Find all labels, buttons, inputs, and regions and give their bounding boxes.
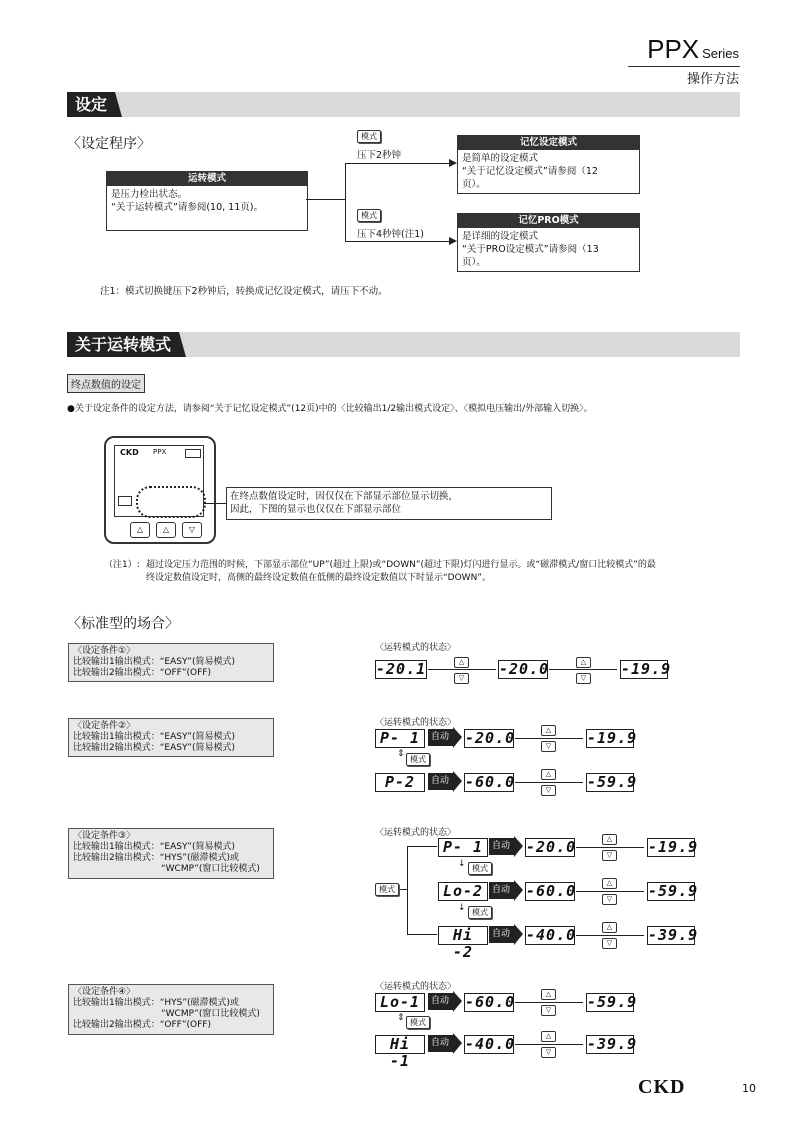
memory-line2: “关于记忆设定模式”请参阅（12 (462, 166, 598, 177)
lower-display-highlight (136, 486, 206, 518)
branch-bottom-label: 压下4秒钟(注1) (357, 229, 425, 240)
setting-bullet: ●关于设定条件的设定方法，请参阅“关于记忆设定模式”(12页)中的〈比较输出1/2输出模式设定〉、〈模拟电压输出/外部输入切换〉。 (67, 404, 593, 414)
h-arrow (576, 935, 644, 936)
state-label: 〈运转模式的状态〉 (375, 982, 457, 992)
pro-line3: 页）。 (462, 257, 486, 268)
cond-line: 比较输出2输出模式：“EASY”(简易模式) (73, 743, 235, 753)
cond-line: 比较输出2输出模式：“OFF”(OFF) (73, 668, 211, 678)
state-label: 〈运转模式的状态〉 (375, 643, 457, 653)
callout-line1: 在终点数值设定时，因仅仅在下部显示部位显示切换， (230, 491, 459, 502)
up-key-icon: △ (454, 657, 469, 668)
h-arrow (549, 669, 617, 670)
down-key-icon: ▽ (541, 1047, 556, 1058)
mode-key-icon: 模式 (357, 209, 381, 222)
note-body (146, 557, 746, 583)
memory-line3: 页）。 (462, 179, 486, 190)
lcd-display: P- 1 (375, 729, 425, 748)
h-arrow (515, 1044, 583, 1045)
lcd-display: Lo-1 (375, 993, 425, 1012)
mode-key-icon: 模式 (375, 883, 399, 896)
h-arrow (515, 782, 583, 783)
pro-mode-box (457, 213, 640, 272)
auto-arrow: 自动 (489, 882, 514, 899)
h-arrow (515, 1002, 583, 1003)
procedure-heading: 〈设定程序〉 (67, 136, 151, 152)
condition-box-1 (68, 643, 274, 682)
auto-arrow: 自动 (428, 1035, 453, 1052)
down-key-icon: ▽ (541, 785, 556, 796)
subsection-title: 终点数值的设定 (67, 374, 145, 393)
cond-line: “WCMP”(窗口比较模式) (161, 864, 260, 874)
run-mode-title: 运转模式 (107, 172, 307, 186)
h-arrow (515, 738, 583, 739)
device-led (185, 449, 201, 458)
arrow-head (449, 159, 457, 167)
lcd-display: P- 1 (438, 838, 488, 857)
auto-arrow: 自动 (428, 729, 453, 746)
callout-line (204, 503, 226, 504)
flow-line (306, 199, 346, 200)
flow-line (345, 241, 451, 242)
pro-line1: 是详细的设定模式 (462, 231, 539, 242)
h-arrow (576, 847, 644, 848)
lcd-display: Hi -1 (375, 1035, 425, 1054)
series-small: Series (702, 46, 739, 61)
page-number: 10 (742, 1082, 756, 1095)
lcd-display: -59.9 (648, 882, 699, 900)
lcd-display: -19.9 (621, 660, 672, 678)
lcd-display: Lo-2 (438, 882, 488, 901)
down-key-icon: ▽ (602, 894, 617, 905)
pro-line2: “关于PRO设定模式”请参阅（13 (462, 244, 599, 255)
run-mode-line1: 是压力检出状态。 (111, 189, 188, 200)
cond-line: 比较输出2输出模式：“HYS”(磁滞模式)或 (73, 853, 240, 863)
footer-logo: CKD (638, 1076, 686, 1098)
up-key-icon: △ (602, 834, 617, 845)
up-key-icon: △ (130, 522, 150, 538)
cond-title: 〈设定条件④〉 (73, 987, 136, 997)
lcd-display: -20.0 (526, 838, 577, 856)
up-key-icon: △ (602, 922, 617, 933)
section-title: 设定 (67, 92, 115, 117)
condition-box-2 (68, 718, 274, 757)
mode-key-icon: 模式 (468, 906, 492, 919)
h-arrow (428, 669, 496, 670)
memory-mode-title: 记忆设定模式 (458, 136, 639, 150)
mode-key-icon: 模式 (406, 1016, 430, 1029)
cond-title: 〈设定条件③〉 (73, 831, 136, 841)
lcd-display: -39.9 (587, 1035, 638, 1053)
down-key-icon: ▽ (182, 522, 202, 538)
section-bar-run-mode (67, 332, 740, 357)
auto-arrow: 自动 (428, 773, 453, 790)
cond-line: 比较输出1输出模式：“HYS”(磁滞模式)或 (73, 998, 240, 1008)
flow-line (400, 889, 408, 890)
section-title: 关于运转模式 (67, 332, 179, 357)
cond-line: “WCMP”(窗口比较模式) (161, 1009, 260, 1019)
header-subtitle: 操作方法 (686, 72, 739, 87)
branch-top-label: 压下2秒钟 (357, 150, 402, 161)
auto-arrow: 自动 (489, 926, 514, 943)
cond-line: 比较输出2输出模式：“OFF”(OFF) (73, 1020, 211, 1030)
mode-key-icon: 模式 (406, 753, 430, 766)
memory-mode-box (457, 135, 640, 194)
lcd-display: -59.9 (587, 773, 638, 791)
lcd-display: -19.9 (587, 729, 638, 747)
down-arrow: ↓ (458, 859, 466, 869)
up-key-icon: △ (156, 522, 176, 538)
lcd-display: -39.9 (648, 926, 699, 944)
auto-arrow: 自动 (489, 838, 514, 855)
down-key-icon: ▽ (576, 673, 591, 684)
up-key-icon: △ (576, 657, 591, 668)
flow-line (407, 846, 437, 847)
cond-line: 比较输出1输出模式：“EASY”(简易模式) (73, 842, 235, 852)
cond-line: 比较输出1输出模式：“EASY”(简易模式) (73, 657, 235, 667)
down-key-icon: ▽ (602, 850, 617, 861)
header-rule (628, 66, 740, 67)
note-label: （注1）: (104, 560, 140, 570)
updown-arrow: ⇕ (397, 749, 405, 759)
device-indicator (118, 496, 132, 506)
lcd-display: -60.0 (465, 993, 516, 1011)
callout-line2: 因此，下图的显示也仅仅在下部显示部位 (230, 504, 402, 515)
down-key-icon: ▽ (541, 741, 556, 752)
lcd-display: -20.1 (376, 660, 427, 678)
down-key-icon: ▽ (454, 673, 469, 684)
lcd-display: P-2 (375, 773, 425, 792)
h-arrow (576, 891, 644, 892)
arrow-head (449, 237, 457, 245)
state-label: 〈运转模式的状态〉 (375, 718, 457, 728)
memory-line1: 是简单的设定模式 (462, 153, 539, 164)
down-key-icon: ▽ (602, 938, 617, 949)
lcd-display: -40.0 (465, 1035, 516, 1053)
auto-arrow: 自动 (428, 993, 453, 1010)
lcd-display: -20.0 (499, 660, 550, 678)
device-model: PPX (153, 448, 167, 456)
note-line1: 超过设定压力范围的时候，下部显示部位“UP”(超过上限)或“DOWN”(超过下限)灯闪进行显示。或“磁滞模式/窗口比较模式”的最 (146, 560, 656, 570)
device-brand: CKD (120, 448, 139, 457)
flow-line (345, 163, 451, 164)
note1: 注1：模式切换键压下2秒钟后，转换成记忆设定模式，请压下不动。 (100, 286, 388, 297)
run-mode-box (106, 171, 308, 231)
up-key-icon: △ (602, 878, 617, 889)
lcd-display: -20.0 (465, 729, 516, 747)
lcd-display: Hi -2 (438, 926, 488, 945)
series-main: PPX (647, 34, 700, 64)
down-key-icon: ▽ (541, 1005, 556, 1016)
cond-title: 〈设定条件②〉 (73, 721, 136, 731)
lcd-display: -19.9 (648, 838, 699, 856)
pro-mode-title: 记忆PRO模式 (458, 214, 639, 228)
lcd-display: -40.0 (526, 926, 577, 944)
flow-line (345, 163, 346, 241)
note-line2: 终设定数值设定时，高侧的最终设定数值在低侧的最终设定数值以下时显示“DOWN”。 (146, 573, 491, 583)
cond-line: 比较输出1输出模式：“EASY”(简易模式) (73, 732, 235, 742)
standard-heading: 〈标准型的场合〉 (67, 616, 179, 632)
up-key-icon: △ (541, 769, 556, 780)
series-title (647, 34, 739, 65)
updown-arrow: ⇕ (397, 1013, 405, 1023)
up-key-icon: △ (541, 1031, 556, 1042)
condition-box-3 (68, 828, 274, 879)
cond-title: 〈设定条件①〉 (73, 646, 136, 656)
lcd-display: -60.0 (465, 773, 516, 791)
flow-line (407, 934, 437, 935)
lcd-display: -59.9 (587, 993, 638, 1011)
flow-line (407, 846, 408, 934)
section-bar-settings (67, 92, 740, 117)
state-label: 〈运转模式的状态〉 (375, 828, 457, 838)
callout-box (226, 487, 552, 520)
condition-box-4 (68, 984, 274, 1035)
lcd-display: -60.0 (526, 882, 577, 900)
device-illustration (104, 436, 216, 544)
down-arrow: ↓ (458, 903, 466, 913)
mode-key-icon: 模式 (468, 862, 492, 875)
run-mode-line2: “关于运转模式”请参阅(10, 11页)。 (111, 202, 263, 213)
mode-key-icon: 模式 (357, 130, 381, 143)
up-key-icon: △ (541, 989, 556, 1000)
up-key-icon: △ (541, 725, 556, 736)
